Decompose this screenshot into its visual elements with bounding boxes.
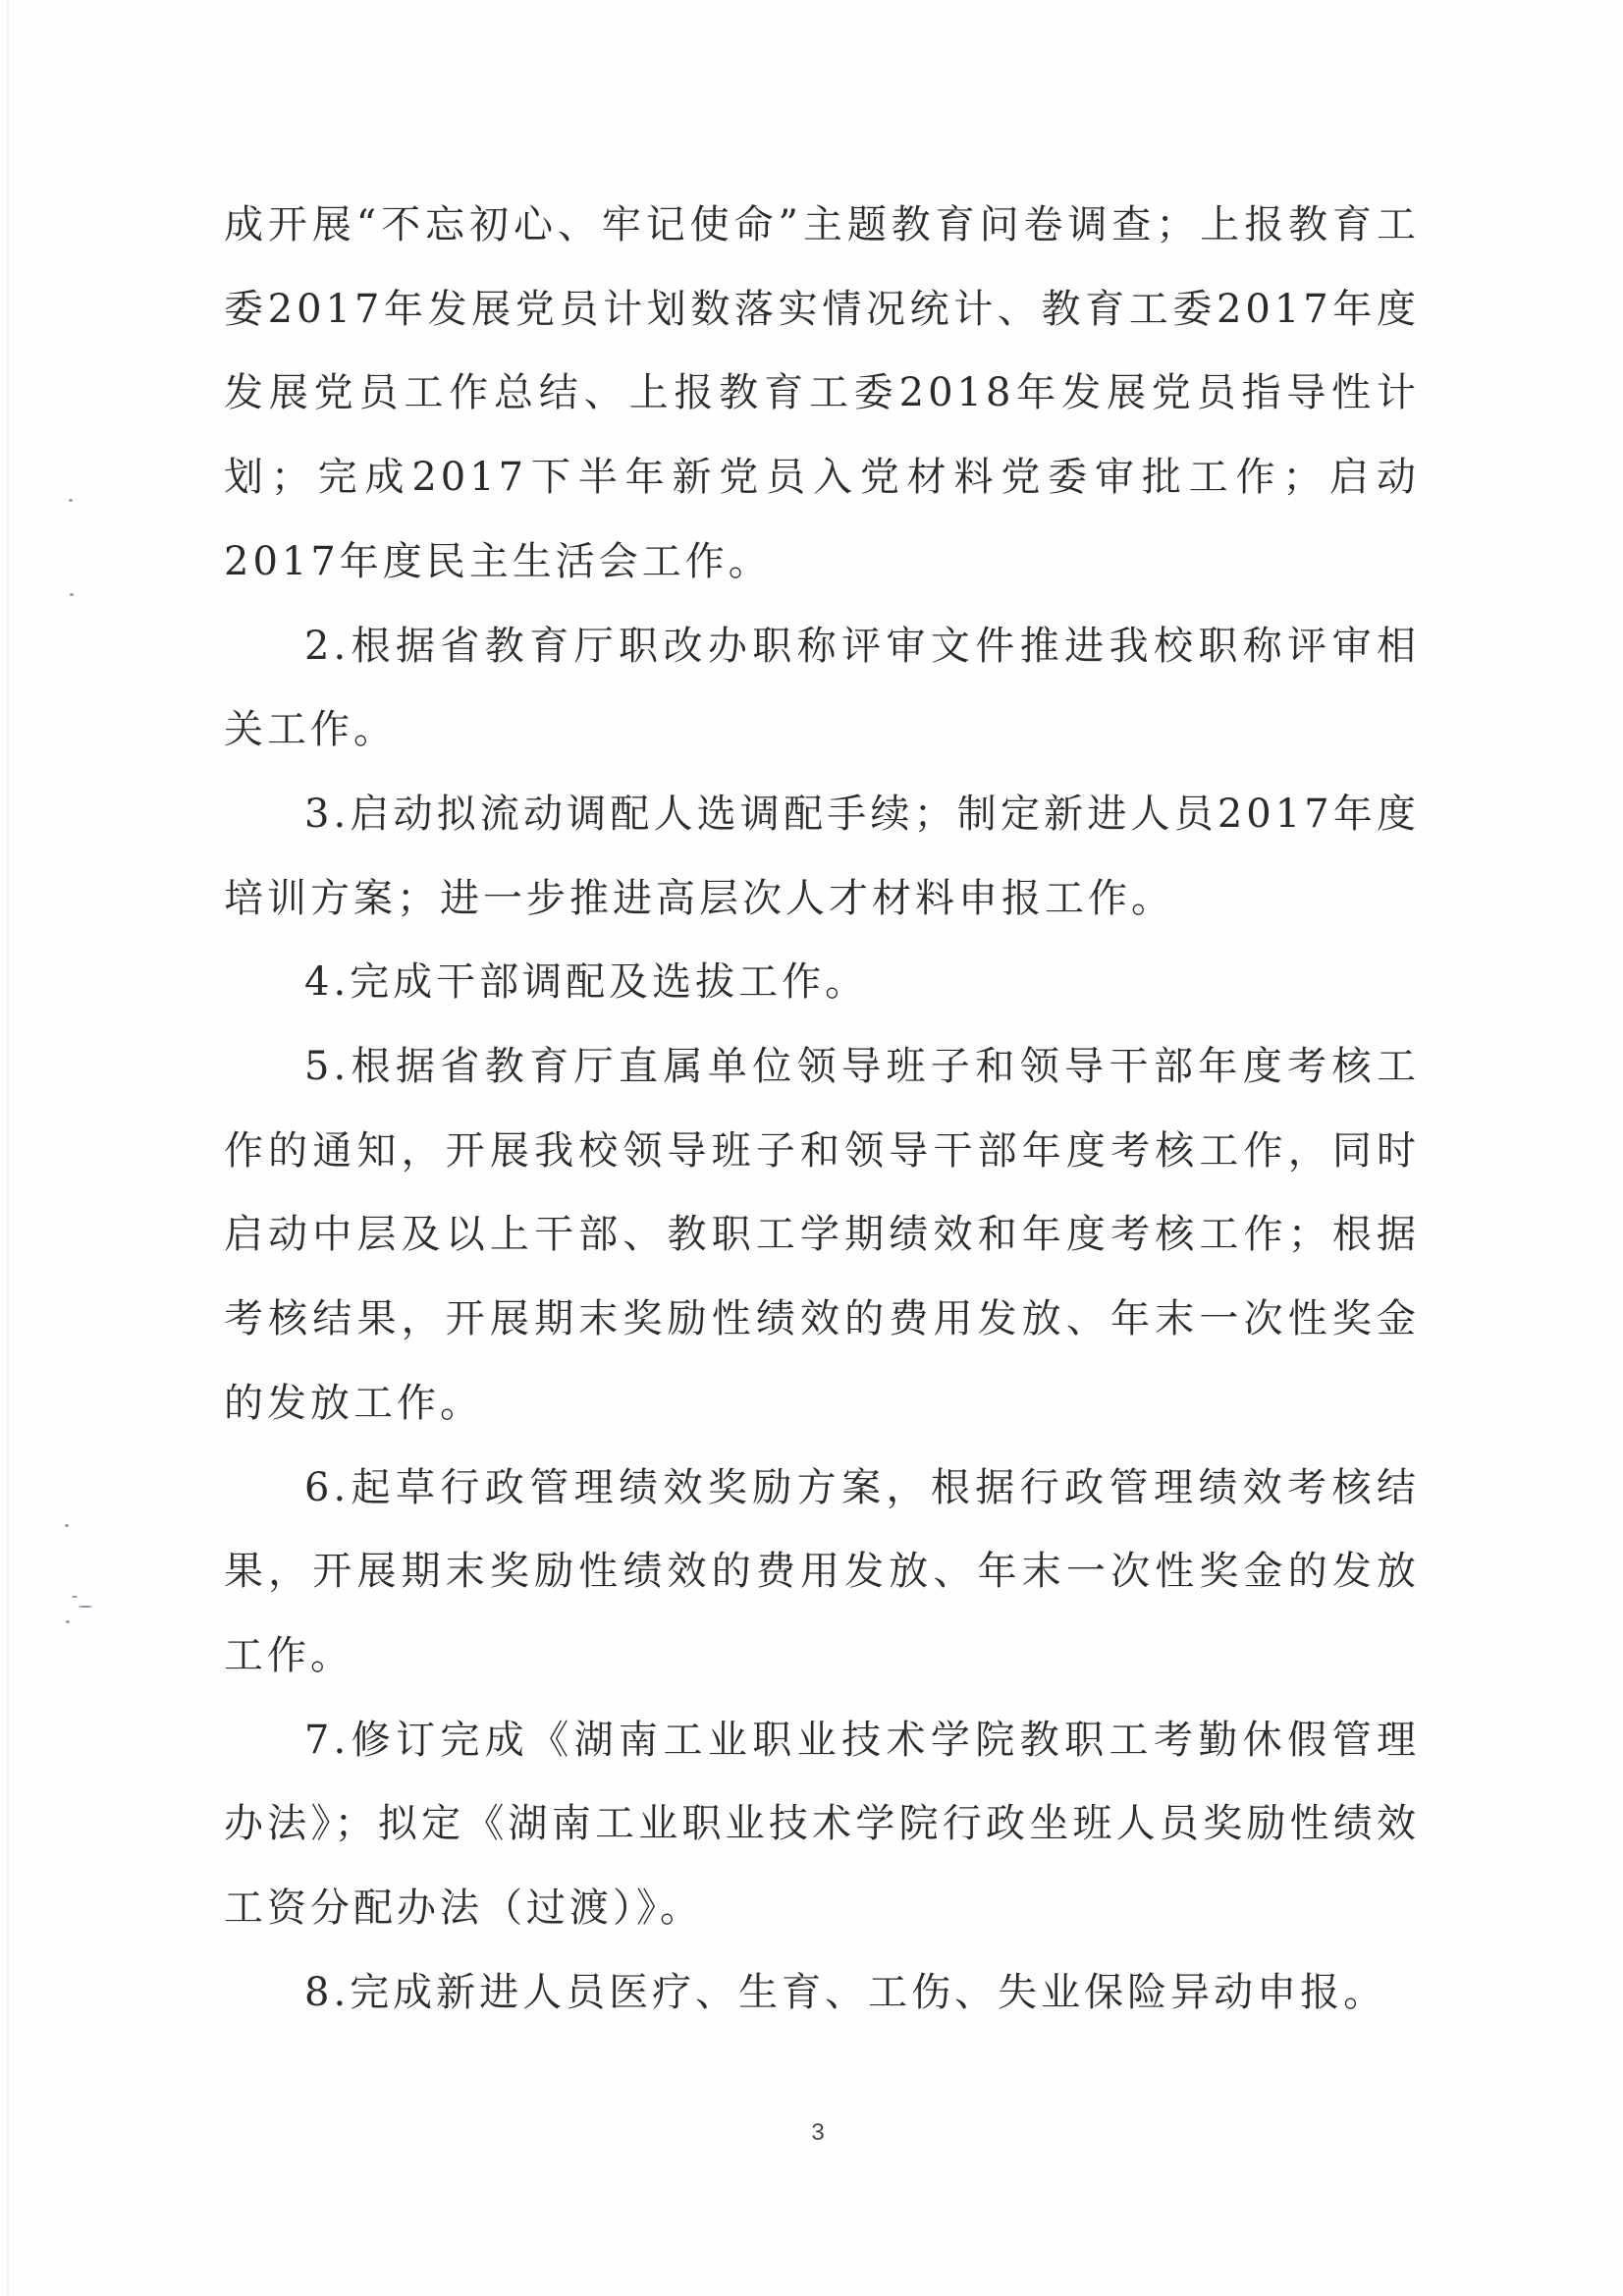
paragraph-item-8: 8.完成新进人员医疗、生育、工伤、失业保险异动申报。 <box>304 1969 1387 2015</box>
scan-speck <box>70 593 74 596</box>
paragraph-item-5: 5.根据省教育厅直属单位领导班子和领导干部年度考核工作的通知，开展我校领导班子和领导干部年度考核工作，同时启动中层及以上干部、教职工学期绩效和年度考核工作；根据考核结果，开展期末奖励性绩效的费用发放、年末一次性奖金的发放工作。 <box>224 1044 1420 1426</box>
scan-edge-line <box>7 0 9 2296</box>
scan-speck <box>79 1606 92 1608</box>
paragraph-item-2: 2.根据省教育厅职改办职称评审文件推进我校职称评审相关工作。 <box>224 623 1420 753</box>
scan-speck <box>69 499 73 502</box>
paragraph-item-6: 6.起草行政管理绩效奖励方案，根据行政管理绩效考核结果，开展期末奖励性绩效的费用发放、年末一次性奖金的发放工作。 <box>224 1464 1420 1678</box>
document-body <box>224 184 1420 2035</box>
paragraph-item-3: 3.启动拟流动调配人选调配手续；制定新进人员2017年度培训方案；进一步推进高层次人才材料申报工作。 <box>224 791 1420 921</box>
paragraph-continuation: 成开展“不忘初心、牢记使命”主题教育问卷调查；上报教育工委2017年发展党员计划数落实情况统计、教育工委2017年度发展党员工作总结、上报教育工委2018年发展党员指导性计划；完成2017下半年新党员入党材料党委审批工作；启动2017年度民主生活会工作。 <box>224 202 1420 584</box>
page-number: 3 <box>811 2119 825 2146</box>
scan-speck <box>72 1596 78 1598</box>
paragraph-item-7: 7.修订完成《湖南工业职业技术学院教职工考勤休假管理办法》；拟定《湖南工业职业技术学院行政坐班人员奖励性绩效工资分配办法（过渡）》。 <box>224 1717 1420 1932</box>
scan-speck <box>65 1524 69 1527</box>
paragraph-item-4: 4.完成干部调配及选拔工作。 <box>304 959 869 1006</box>
scan-speck <box>66 1620 70 1623</box>
